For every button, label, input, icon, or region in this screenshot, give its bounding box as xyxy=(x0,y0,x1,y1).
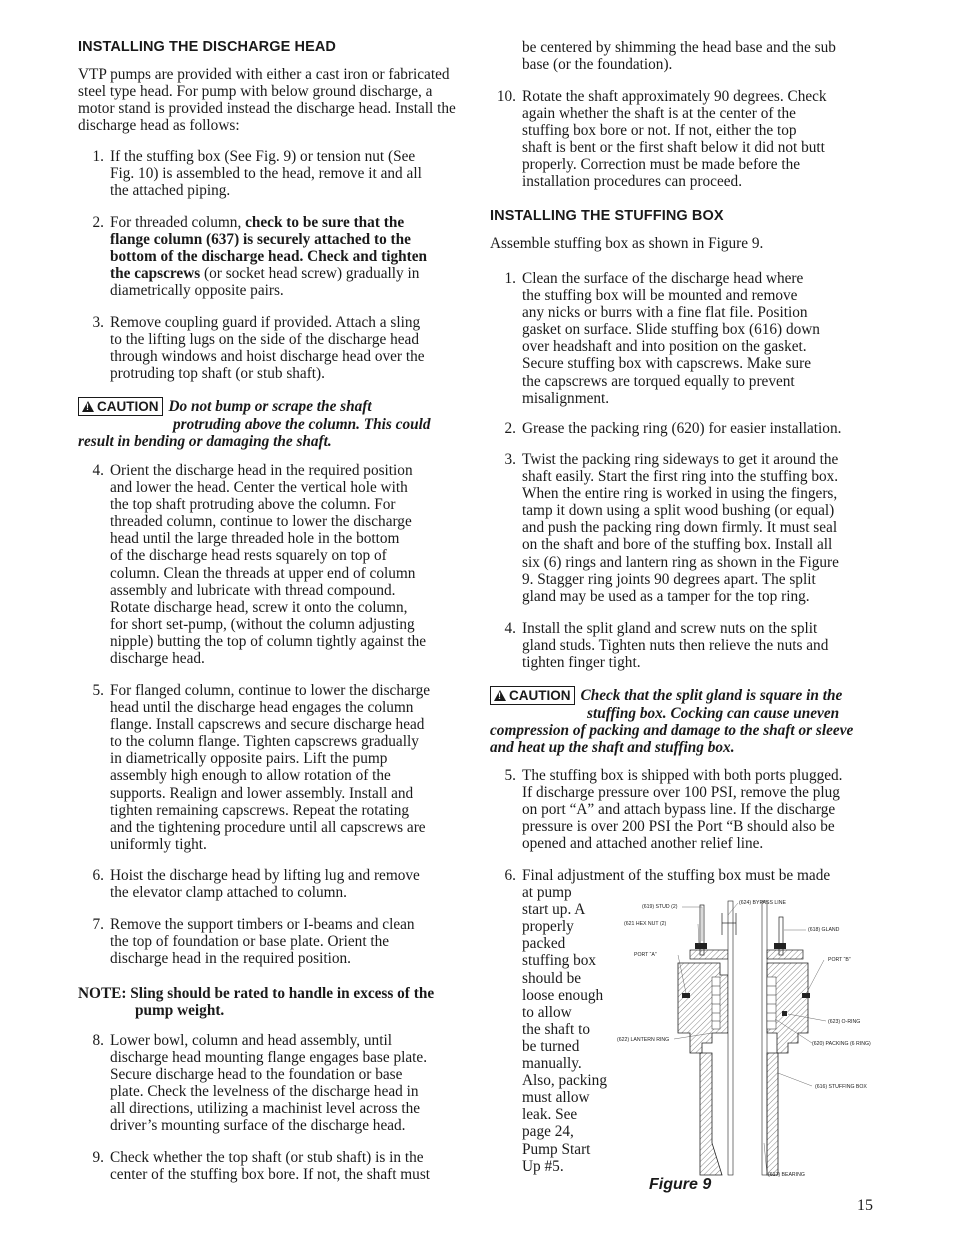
note-line: NOTE: Sling should be rated to handle in excess of the xyxy=(78,985,435,1002)
warning-triangle-icon xyxy=(82,401,94,412)
label-stud: (619) STUD (2) xyxy=(642,904,678,910)
text-line: at pump xyxy=(522,884,572,902)
intro-paragraph: VTP pumps are provided with either a cast iron or fabricated steel type head. For pump with below ground discharge, a motor stand is provided instead the discharge head. Install the discharge head as follows: xyxy=(78,66,456,135)
text-line: flange column (637) is securely attached to the xyxy=(110,231,411,249)
text-line: Remove the support timbers or I-beams and clean xyxy=(110,916,415,933)
text-line: page 24, xyxy=(522,1123,574,1141)
text-line: gasket on surface. Slide stuffing box (616) down xyxy=(522,321,820,339)
text-line: on port “A” and attach bypass line. If the discharge xyxy=(522,801,836,819)
text-line: Twist the packing ring sideways to get it around the xyxy=(522,451,839,468)
text-line: assembly high enough to allow rotation of the xyxy=(110,767,391,785)
list-number: 4. xyxy=(504,620,516,637)
text-line: Clean the surface of the discharge head where xyxy=(522,270,804,287)
text-line: the top shaft protruding above the column. For xyxy=(110,496,396,514)
text-line: and push the packing ring down firmly. It must seal xyxy=(522,519,838,537)
text-line: should be xyxy=(522,969,582,987)
text-line: Pump Start xyxy=(522,1140,591,1158)
text-line: over headshaft and into position on the gasket. xyxy=(522,338,807,356)
text-line: For flanged column, continue to lower the discharge xyxy=(110,682,431,699)
text-line: shaft easily. Start the first ring into the stuffing box. xyxy=(522,468,839,486)
text-line: assembly and lubricate with thread compound. xyxy=(110,581,396,599)
bearing-right xyxy=(767,1053,778,1175)
text-line: gland studs. Tighten nuts then relieve the nuts and xyxy=(522,637,829,655)
text-line: six (6) rings and lantern ring as shown in the Figure xyxy=(522,553,839,571)
text-line: properly xyxy=(522,918,574,936)
stuffing-box-left xyxy=(678,963,728,1053)
text-line: through windows and hoist discharge head over the xyxy=(110,348,425,366)
text-line: If discharge pressure over 100 PSI, remove the plug xyxy=(522,784,840,802)
text-run: (or socket head screw) gradually in xyxy=(200,265,420,283)
label-port-a: PORT “A” xyxy=(634,952,657,958)
text-line: Final adjustment of the stuffing box must be made xyxy=(522,867,831,884)
left-section xyxy=(678,901,733,1175)
warning-triangle-icon xyxy=(494,690,506,701)
text-line: Grease the packing ring (620) for easier installation. xyxy=(522,420,842,437)
label-packing: (620) PACKING (6 RING) xyxy=(812,1041,871,1047)
text-line: When the entire ring is worked in using the fingers, xyxy=(522,485,838,503)
shaft-right xyxy=(762,901,767,1175)
text-line: Lower bowl, column and head assembly, until xyxy=(110,1032,392,1049)
text-line: Secure discharge head to the foundation or base xyxy=(110,1066,403,1084)
right-section xyxy=(762,901,810,1175)
text-line: Also, packing xyxy=(522,1072,607,1090)
text-line: Remove coupling guard if provided. Attach a sling xyxy=(110,314,421,331)
text-line: discharge head mounting flange engages base plate. xyxy=(110,1049,428,1067)
shaft-left xyxy=(728,901,733,1175)
text-line: discharge head. xyxy=(110,650,205,668)
caution-text: protruding above the column. This could xyxy=(173,416,431,433)
text-line: the capscrews are torqued equally to prevent xyxy=(522,372,795,390)
label-stuffing-box: (616) STUFFING BOX xyxy=(815,1084,867,1090)
text-line: nipple) butting the top of column tightly against the xyxy=(110,632,427,650)
list-number: 5. xyxy=(92,682,104,699)
text-line: head until the large threaded hole in the bottom xyxy=(110,530,400,548)
text-line: bottom of the discharge head. Check and tighten xyxy=(110,248,427,266)
text-line: the top of foundation or base plate. Orient the xyxy=(110,933,390,951)
text-line: gland may be used as a tamper for the top ring. xyxy=(522,587,810,605)
caution-text: Check that the split gland is square in the xyxy=(580,687,843,704)
page-number: 15 xyxy=(857,1197,873,1214)
label-gland: (618) GLAND xyxy=(808,927,840,933)
text-line: manually. xyxy=(522,1055,582,1073)
note-block xyxy=(78,985,464,1019)
text-line: on the shaft and bore of the stuffing box. Install all xyxy=(522,536,833,554)
text-line: Hoist the discharge head by lifting lug and remove xyxy=(110,867,420,884)
label-port-b: PORT “B” xyxy=(828,957,851,963)
caution-label: CAUTION xyxy=(509,688,571,703)
text-line: column. Clean the threads at upper end of column xyxy=(110,564,416,582)
text-line: flange. Install capscrews and secure discharge head xyxy=(110,716,425,734)
text-line: discharge head in the required position. xyxy=(110,950,352,968)
caution-badge xyxy=(78,397,163,416)
caution-text: Do not bump or scrape the shaft xyxy=(168,398,372,415)
text-line: misalignment. xyxy=(522,389,610,407)
text-line: tighten remaining capscrews. Repeat the rotating xyxy=(110,801,410,819)
text-line: opened and attached another relief line. xyxy=(522,835,764,853)
gland-right xyxy=(767,950,803,959)
list-number: 10. xyxy=(496,88,516,105)
list-number: 1. xyxy=(92,148,104,165)
caution-label: CAUTION xyxy=(97,399,159,414)
text-line: threaded column, continue to lower the discharge xyxy=(110,513,412,531)
text-line: and lower the head. Center the vertical hole with xyxy=(110,479,408,497)
text-line: 9. Stagger ring joints 90 degrees apart. The split xyxy=(522,570,816,588)
list-number: 3. xyxy=(504,451,516,468)
caution-callout xyxy=(490,686,882,756)
stud-right xyxy=(779,917,783,955)
text-line: uniformly tight. xyxy=(110,835,207,853)
text-line: protruding top shaft (or stub shaft). xyxy=(110,365,325,383)
hex-nut-left xyxy=(695,943,707,949)
text-line: Rotate discharge head, screw it onto the column, xyxy=(110,598,408,616)
text-line: for short set-pump, (without the column adjusting xyxy=(110,615,415,633)
caution-text: and heat up the shaft and stuffing box. xyxy=(490,739,735,757)
caution-text: result in bending or damaging the shaft. xyxy=(78,433,332,451)
text-line: leak. See xyxy=(522,1106,578,1124)
text-line: diametrically opposite pairs. xyxy=(110,282,284,300)
text-line: to the lifting lugs on the side of the discharge head xyxy=(110,331,419,349)
text-line: pressure is over 200 PSI the Port “B should also be xyxy=(522,818,835,836)
text-line: base (or the foundation). xyxy=(522,56,673,74)
text-line: to allow xyxy=(522,1003,572,1021)
list-number: 9. xyxy=(92,1149,104,1166)
section-heading-stuffing-box: INSTALLING THE STUFFING BOX xyxy=(490,208,724,224)
caution-text: stuffing box. Cocking can cause uneven xyxy=(587,705,840,722)
text-line: Secure stuffing box with capscrews. Make sure xyxy=(522,355,812,373)
text-line: stuffing box bore or not. If not, either the top xyxy=(522,122,797,140)
list-number: 6. xyxy=(92,867,104,884)
text-run-bold: the capscrews xyxy=(110,265,201,283)
label-bearing: (617) BEARING xyxy=(768,1172,805,1178)
o-ring xyxy=(782,1011,787,1016)
list-number: 2. xyxy=(504,420,516,437)
text-line: of the discharge head rests squarely on top of xyxy=(110,547,387,565)
label-hex-nut: (621 HEX NUT (2) xyxy=(624,921,667,927)
text-line: tamp it down using a split wood bushing (or equal) xyxy=(522,502,835,520)
intro-paragraph: Assemble stuffing box as shown in Figure 9. xyxy=(490,235,764,252)
text-line: be turned xyxy=(522,1037,580,1055)
caution-badge xyxy=(490,686,575,705)
text-line: packed xyxy=(522,935,566,953)
bearing-left xyxy=(700,1053,722,1175)
text-line: head until the discharge head engages the column xyxy=(110,699,414,717)
text-line: again whether the shaft is at the center of the xyxy=(522,105,796,123)
list-number: 2. xyxy=(92,214,104,231)
label-bypass-line: (624) BYPASS LINE xyxy=(739,900,786,906)
text-line: to the column flange. Tighten capscrews gradually xyxy=(110,733,419,751)
text-line: stuffing box xyxy=(522,952,597,970)
text-run-bold: check to be sure that the xyxy=(245,214,405,231)
text-line: loose enough xyxy=(522,986,604,1004)
text-line: any nicks or burrs with a fine flat file. Position xyxy=(522,304,808,322)
text-line: be centered by shimming the head base and the sub xyxy=(522,39,836,56)
list-number: 1. xyxy=(504,270,516,287)
text-line: properly. Correction must be made before the xyxy=(522,156,801,174)
label-o-ring: (623) O-RING xyxy=(828,1019,861,1025)
text-line: in diametrically opposite pairs. Lift the pump xyxy=(110,750,388,768)
caution-text: compression of packing and damage to the shaft or sleeve xyxy=(490,722,854,740)
text-line: plate. Check the levelness of the discharge head in xyxy=(110,1083,419,1101)
text-line: supports. Realign and lower assembly. Install and xyxy=(110,784,414,802)
label-lantern-ring: (622) LANTERN RING xyxy=(617,1037,670,1043)
text-line: center of the stuffing box bore. If not, the shaft must xyxy=(110,1166,431,1184)
text-line: Rotate the shaft approximately 90 degrees. Check xyxy=(522,88,827,105)
text-line: Fig. 10) is assembled to the head, remove it and all xyxy=(110,165,422,183)
port-plug-left xyxy=(682,993,690,998)
text-line: the attached piping. xyxy=(110,182,231,200)
figure-9-stuffing-box-diagram xyxy=(612,893,888,1185)
text-line: Up #5. xyxy=(522,1157,564,1175)
hex-nut-right xyxy=(774,943,786,949)
text-line: The stuffing box is shipped with both ports plugged. xyxy=(522,767,843,784)
figure-caption: Figure 9 xyxy=(649,1176,712,1193)
section-heading-discharge-head: INSTALLING THE DISCHARGE HEAD xyxy=(78,39,336,55)
text-line: driver’s mounting surface of the discharge head. xyxy=(110,1117,406,1135)
text-line: shaft is bent or the first shaft below it did not butt xyxy=(522,139,825,157)
note-line: pump weight. xyxy=(135,1002,225,1020)
text-line: the elevator clamp attached to column. xyxy=(110,884,348,902)
text-line: If the stuffing box (See Fig. 9) or tension nut (See xyxy=(110,148,416,165)
text-line: installation procedures can proceed. xyxy=(522,173,743,191)
list-number: 6. xyxy=(504,867,516,884)
list-number: 8. xyxy=(92,1032,104,1049)
stuffing-box-drawing xyxy=(612,893,888,1185)
list-number: 3. xyxy=(92,314,104,331)
list-number: 7. xyxy=(92,916,104,933)
text-line: Install the split gland and screw nuts on the split xyxy=(522,620,818,637)
text-line: the stuffing box will be mounted and remove xyxy=(522,287,798,305)
list-number: 5. xyxy=(504,767,516,784)
text-line: must allow xyxy=(522,1089,590,1107)
caution-callout xyxy=(78,397,464,450)
text-line: all directions, utilizing a machinist level across the xyxy=(110,1100,421,1118)
list-number: 4. xyxy=(92,462,104,479)
text-line: start up. A xyxy=(522,901,586,919)
text-line: tighten finger tight. xyxy=(522,654,641,672)
text-line: Orient the discharge head in the required position xyxy=(110,462,413,479)
text-run: For threaded column, xyxy=(110,214,246,231)
gland-left xyxy=(690,950,728,959)
text-line: the shaft to xyxy=(522,1020,590,1038)
text-line: Check whether the top shaft (or stub shaft) is in the xyxy=(110,1149,424,1166)
text-line: and the tightening procedure until all capscrews are xyxy=(110,818,426,836)
